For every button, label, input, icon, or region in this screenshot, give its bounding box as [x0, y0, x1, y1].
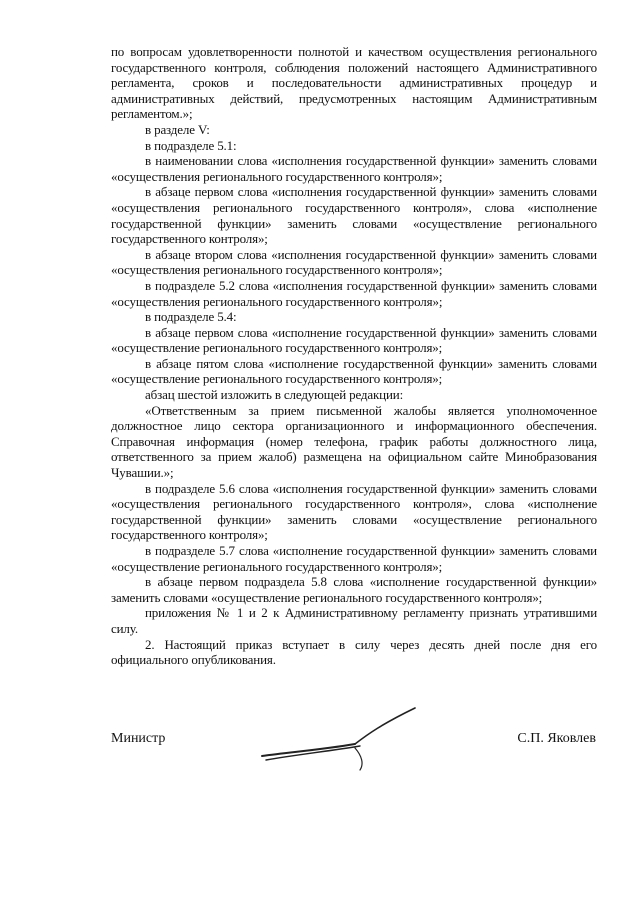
paragraph: в подразделе 5.1:	[145, 137, 237, 153]
signatory-title: Министр	[111, 731, 166, 746]
handwritten-signature	[260, 704, 425, 774]
paragraph: «Ответственным за прием письменной жалобы является уполномоченное должностное лицо сектора организационного и информационного обеспечения. Справочная информация (номер телефона, график работы должностного лица, ответственного за прием жалоб) размещена на официальном сайте Минобразования Чувашии.»;	[111, 402, 597, 481]
signatory-name: С.П. Яковлев	[517, 731, 596, 746]
paragraph: в подразделе 5.4:	[145, 309, 237, 325]
paragraph: в разделе V:	[145, 121, 210, 137]
paragraph: в абзаце втором слова «исполнения государственной функции» заменить словами «осуществления регионального государственного контроля»;	[111, 246, 597, 278]
paragraph: в подразделе 5.7 слова «исполнение государственной функции» заменить словами «осуществление регионального государственного контроля»;	[111, 543, 597, 574]
paragraph: в абзаце первом слова «исполнение государственной функции» заменить словами «осуществление регионального государственного контроля»;	[111, 324, 597, 356]
paragraph: приложения № 1 и 2 к Административному регламенту признать утратившими силу.	[111, 605, 597, 636]
paragraph: в подразделе 5.6 слова «исполнения государственной функции» заменить словами «осуществления регионального государственного контроля», слова «исполнение государственной функции» заменить словами «осуществление регионального государственного контроля»;	[111, 480, 597, 543]
paragraph: в подразделе 5.2 слова «исполнения государственной функции» заменить словами «осуществления регионального государственного контроля»;	[111, 277, 597, 309]
document-body	[111, 44, 597, 668]
paragraph: в абзаце пятом слова «исполнение государственной функции» заменить словами «осуществление регионального государственного контроля»;	[111, 355, 597, 387]
paragraph: 2. Настоящий приказ вступает в силу через десять дней после дня его официального опубликования.	[111, 636, 597, 668]
paragraph: по вопросам удовлетворенности полнотой и качеством осуществления регионального государственного контроля, соблюдения положений настоящего Административного регламента, сроков и последовательности административных процедур и административных действий, предусмотренных настоящим Административным регламентом.»;	[111, 44, 597, 122]
paragraph: в абзаце первом слова «исполнения государственной функции» заменить словами «осуществления регионального государственного контроля», слова «исполнение государственной функции» заменить словами «осуществление регионального государственного контроля»;	[111, 184, 597, 247]
paragraph: в абзаце первом подраздела 5.8 слова «исполнение государственной функции» заменить словами «осуществление регионального государственного контроля»;	[111, 574, 597, 605]
paragraph: в наименовании слова «исполнения государственной функции» заменить словами «осуществления регионального государственного контроля»;	[111, 153, 597, 184]
paragraph: абзац шестой изложить в следующей редакции:	[145, 387, 404, 403]
